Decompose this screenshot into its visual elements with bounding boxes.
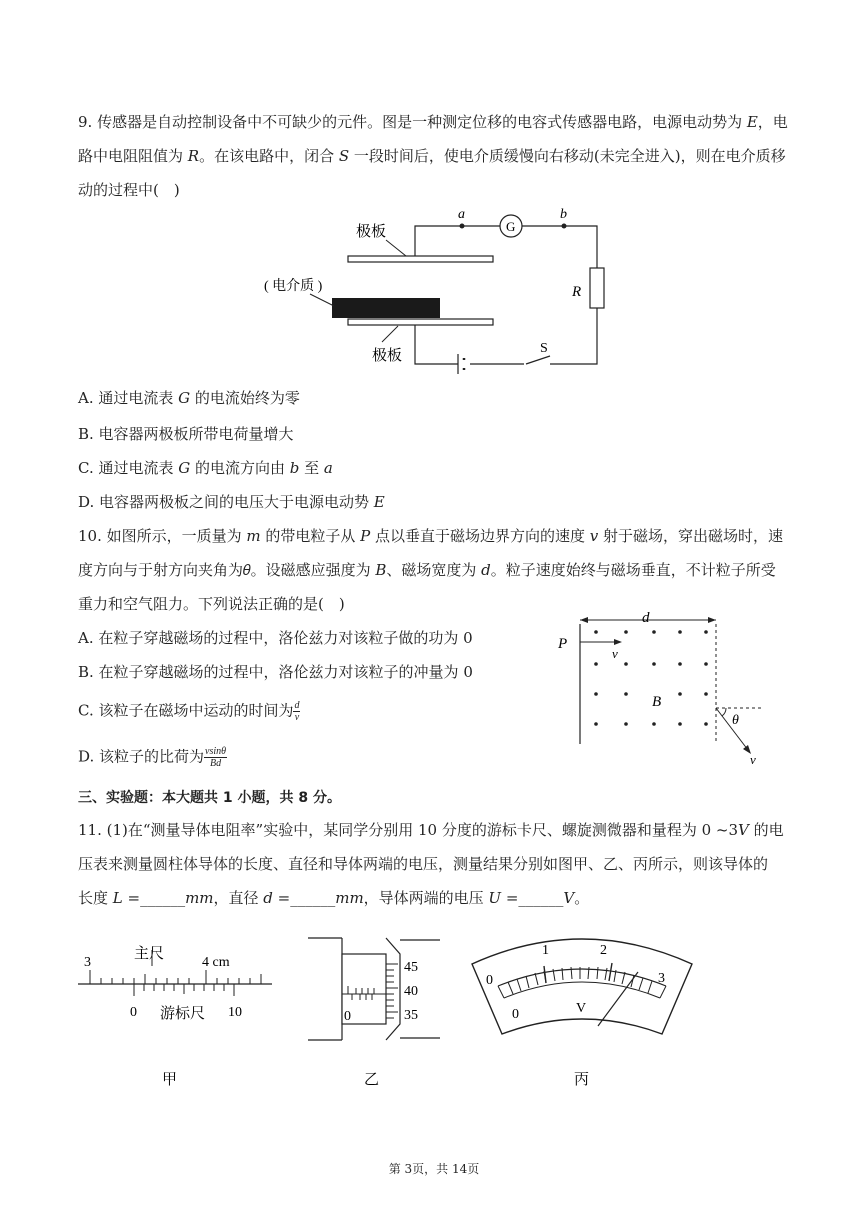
dielectric-label: ( 电介质 ): [264, 279, 323, 294]
point-a-label: a: [458, 207, 465, 222]
vernier-tick-0: 0: [130, 1005, 137, 1020]
caption-yi: 乙: [364, 1072, 380, 1088]
q9-text-line2: 路中电阻阻值为 𝑅。在该电路中，闭合 𝑆 一段时间后，使电介质缓慢向右移动(未完全进入)，则在电介质移: [78, 147, 786, 165]
q11-text-line1: 11. (1)在“测量导体电阻率”实验中，某同学分别用 10 分度的游标卡尺、螺旋测微器和量程为 0 ~3𝑉 的电: [78, 821, 784, 839]
capacitor-sensor-circuit-figure: [250, 200, 620, 375]
q9-option-c: C. 通过电流表 𝐺 的电流方向由 𝑏 至 𝑎: [78, 459, 333, 477]
sleeve-0: 0: [344, 1009, 351, 1024]
q9-option-a: A. 通过电流表 𝐺 的电流始终为零: [78, 389, 300, 407]
main-scale-label: 主尺: [134, 946, 165, 962]
q9-option-d: D. 电容器两极板之间的电压大于电源电动势 𝐸: [78, 493, 385, 511]
bottom-plate-label: 极板: [372, 348, 403, 364]
q10-option-d: [78, 746, 227, 769]
q10-text-line3: 重力和空气阻力。下列说法正确的是( ): [78, 595, 345, 613]
resistor-label: R: [572, 284, 582, 300]
page-footer: 第 3页，共 14页: [388, 1162, 480, 1176]
thimble-45: 45: [404, 960, 418, 975]
q10-option-c-text: C. 该粒子在磁场中运动的时间为: [78, 701, 294, 720]
q10-option-d-fraction: [204, 746, 227, 769]
voltmeter-figure: [462, 924, 702, 1094]
scale-0: 0: [486, 973, 493, 988]
micrometer-figure: [300, 936, 450, 1096]
q10-option-a: A. 在粒子穿越磁场的过程中，洛伦兹力对该粒子做的功为 0: [78, 629, 473, 647]
fraction-denominator: Bd: [209, 758, 222, 769]
galvanometer-label: G: [506, 219, 516, 234]
q10-option-c: [78, 700, 300, 723]
velocity-out-label: v: [750, 752, 756, 767]
q10-text-line1: 10. 如图所示，一质量为 𝑚 的带电粒子从 𝑃 点以垂直于磁场边界方向的速度 𝑣 射于磁场，穿出磁场时，速: [78, 527, 784, 545]
q10-text-line2: 度方向与于射方向夹角为𝜃。设磁感应强度为 𝐵、磁场宽度为 𝑑。粒子速度始终与磁场垂直，不计粒子所受: [78, 561, 776, 579]
resistor: [590, 268, 604, 308]
dielectric-slab: [332, 298, 440, 318]
magnetic-field-figure: [550, 608, 770, 768]
unit-v: V: [576, 1001, 587, 1016]
q10-option-c-fraction: [293, 700, 300, 723]
fraction-denominator: v: [294, 712, 300, 723]
main-tick-3: 3: [84, 955, 91, 970]
section-3-heading: 三、实验题：本大题共 1 小题，共 8 分。: [78, 790, 341, 806]
vernier-scale-label: 游标尺: [160, 1006, 206, 1022]
point-p-label: P: [558, 636, 568, 652]
point-b-label: b: [560, 207, 567, 222]
thimble-40: 40: [404, 984, 418, 999]
q9-option-b: B. 电容器两极板所带电荷量增大: [78, 425, 294, 443]
scale-3: 3: [658, 971, 665, 986]
vernier-tick-10: 10: [228, 1005, 242, 1020]
top-plate-label: 极板: [356, 224, 387, 240]
field-b-label: B: [652, 694, 662, 710]
q11-text-line2: 压表来测量圆柱体导体的长度、直径和导体两端的电压，测量结果分别如图甲、乙、丙所示，则该导体的: [78, 855, 769, 873]
q11-text-line3: 长度 𝐿 =______𝑚𝑚，直径 𝑑 =______𝑚𝑚，导体两端的电压 𝑈 =______𝑉。: [78, 889, 590, 907]
scale-2: 2: [600, 943, 607, 958]
q9-text-line3: 动的过程中( ): [78, 181, 180, 199]
fraction-numerator: d: [294, 700, 300, 711]
main-tick-4cm: 4 cm: [202, 955, 230, 970]
bottom-plate: [348, 319, 493, 325]
angle-theta-label: θ: [732, 713, 739, 728]
top-plate: [348, 256, 493, 262]
thimble-35: 35: [404, 1008, 418, 1023]
scale-1: 1: [542, 943, 549, 958]
q9-text-line1: 9. 传感器是自动控制设备中不可缺少的元件。图是一种测定位移的电容式传感器电路，电源电动势为 𝐸，电: [78, 113, 788, 131]
switch-label: S: [540, 341, 548, 356]
caption-bing: 丙: [574, 1072, 590, 1088]
velocity-in-label: v: [612, 646, 618, 661]
vernier-caliper-figure: [72, 936, 292, 1096]
q10-option-d-text: D. 该粒子的比荷为: [78, 747, 205, 766]
fraction-numerator: vsinθ: [205, 746, 227, 757]
scale-inner-0: 0: [512, 1007, 519, 1022]
caption-jia: 甲: [162, 1072, 178, 1088]
width-d-label: d: [642, 610, 650, 626]
q10-option-b: B. 在粒子穿越磁场的过程中，洛伦兹力对该粒子的冲量为 0: [78, 663, 473, 681]
